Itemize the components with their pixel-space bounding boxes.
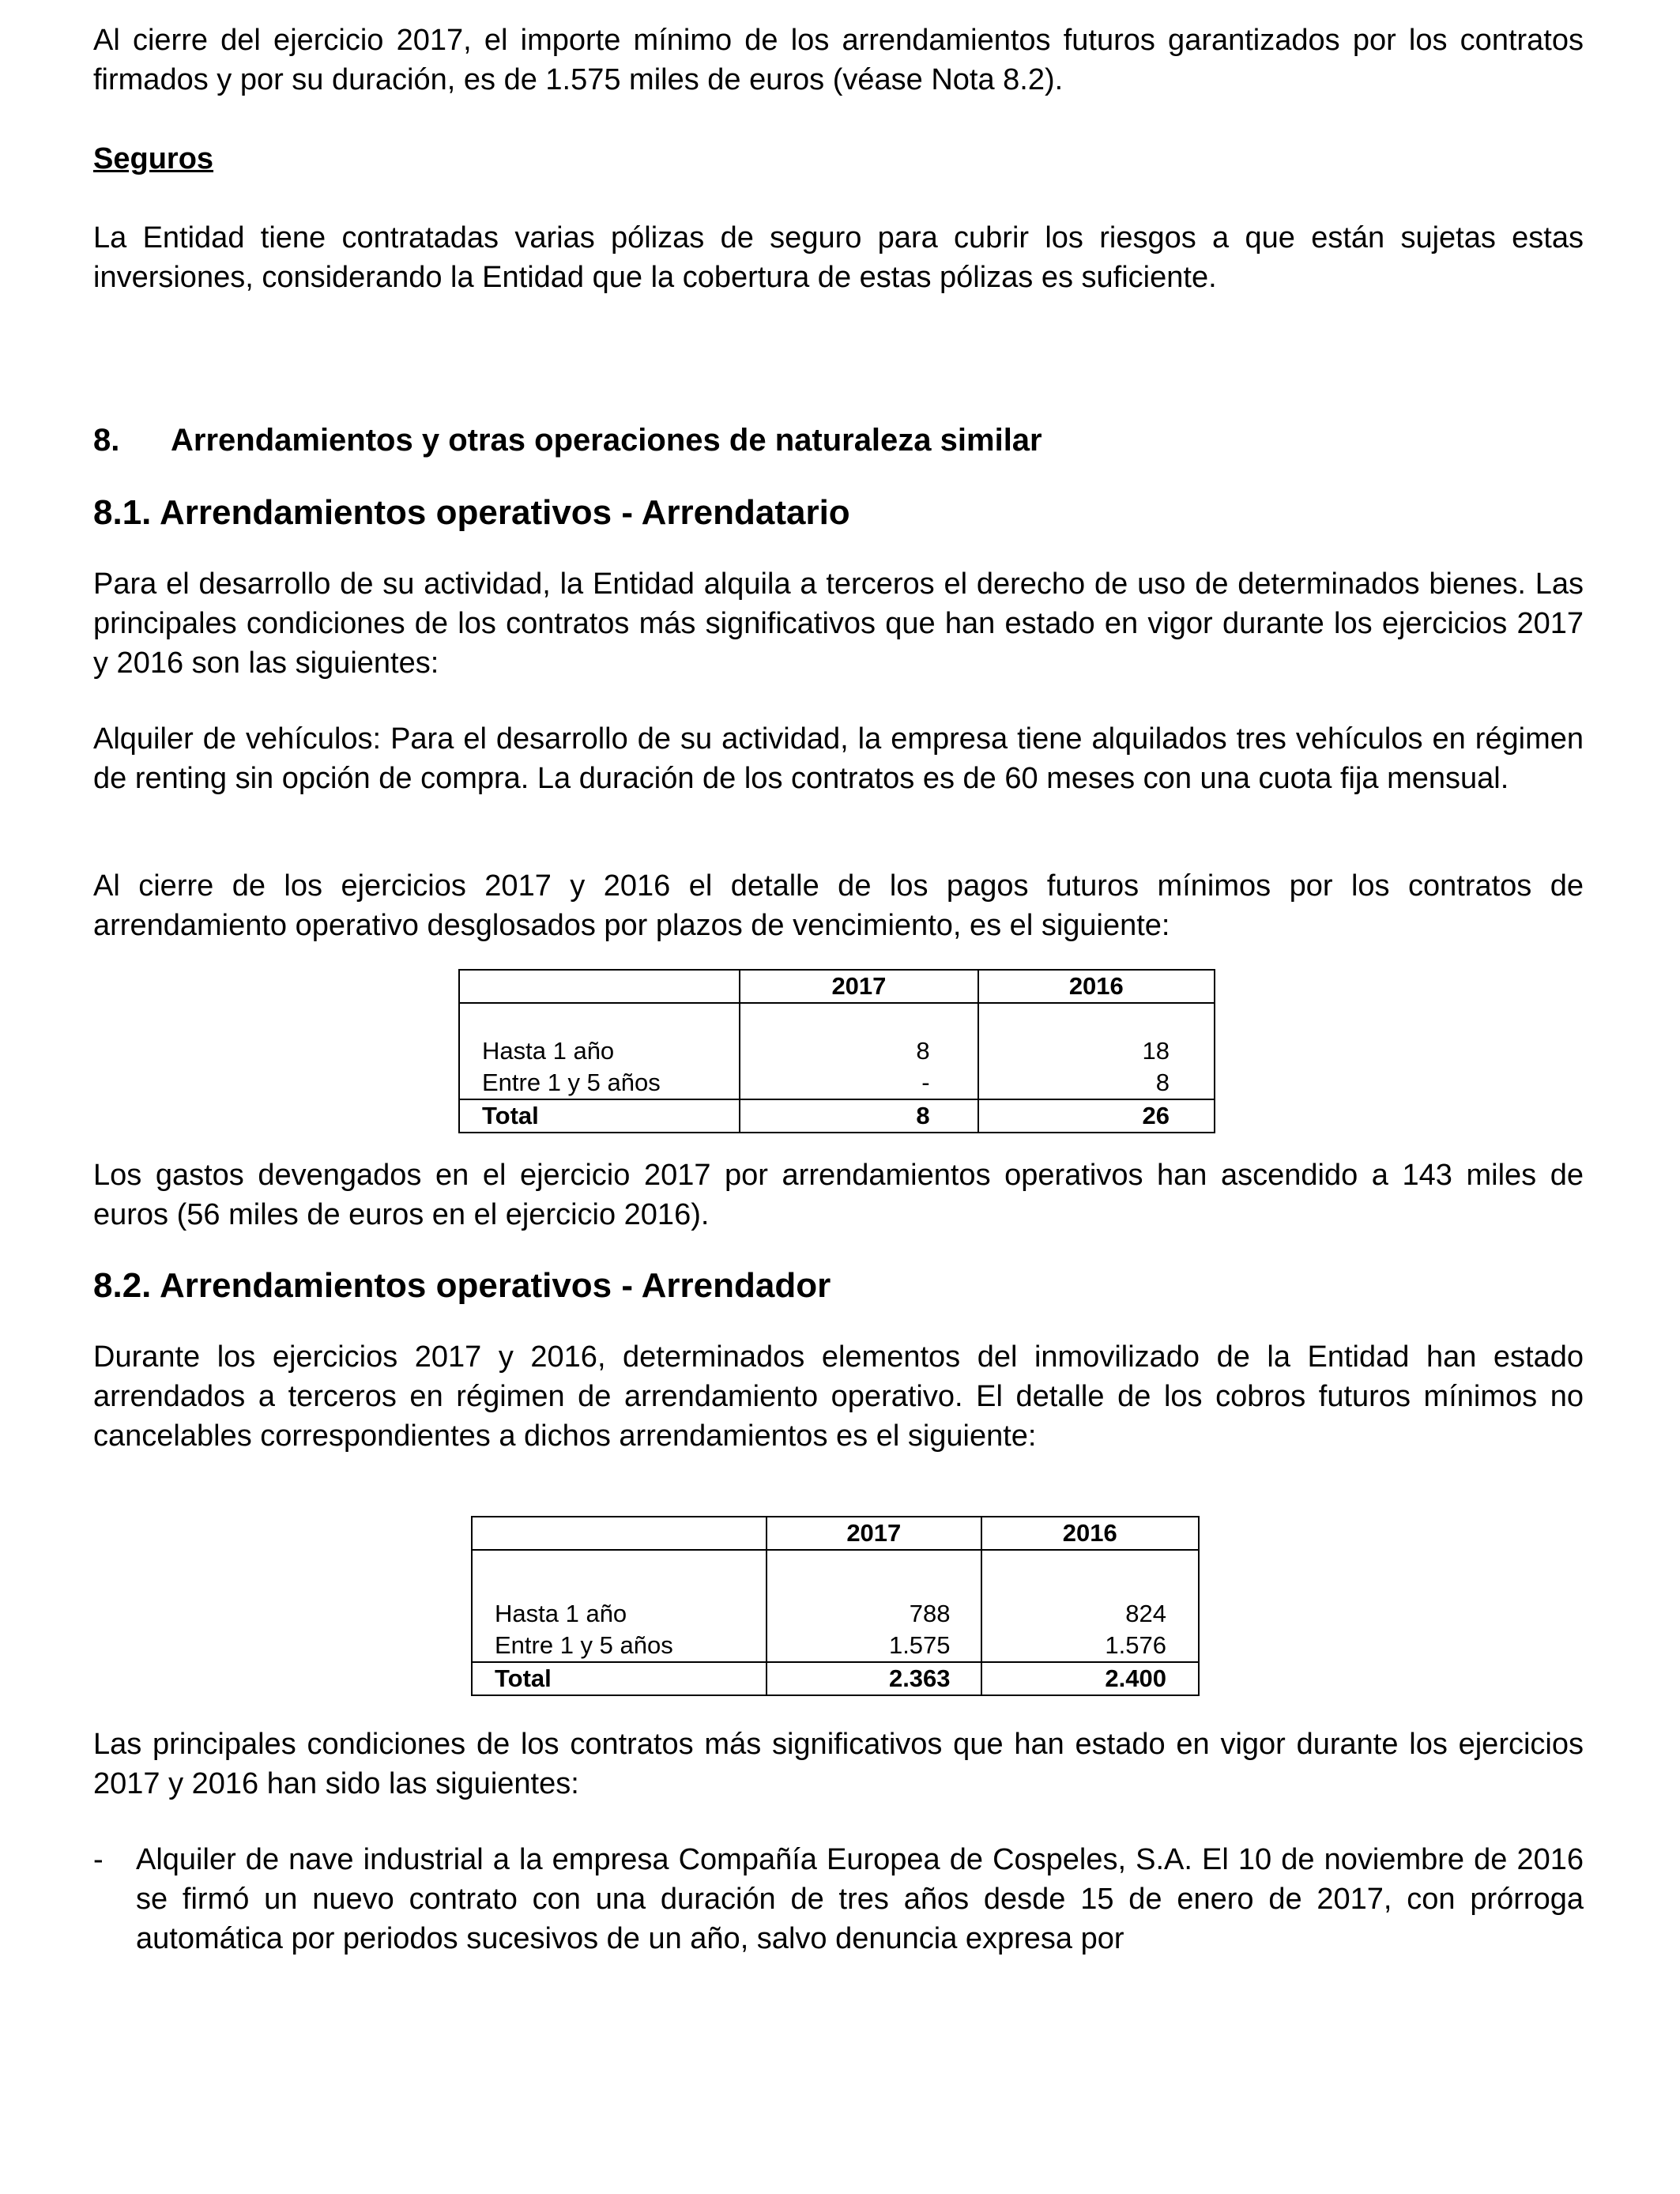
intro-paragraph: Al cierre del ejercicio 2017, el importe mínimo de los arrendamientos futuros garantizados por los contratos firmados y por su duración, es de 1.575 miles de euros (véase Nota 8.2).: [93, 24, 1584, 96]
cell-hasta-1-2017: 788: [909, 1600, 951, 1627]
bullet-1-text: Alquiler de nave industrial a la empresa Compañía Europea de Cospeles, S.A. El 10 de noviembre de 2016 se firmó un nuevo contrato con una duración de tres años desde 15 de enero de 2017, con prórroga automática por periodos sucesivos de un año, salvo denuncia expresa por: [136, 1843, 1584, 1955]
total-label: Total: [459, 1099, 740, 1133]
cell-entre-1-5-2017: -: [921, 1069, 930, 1096]
table-total-row: [472, 1662, 1199, 1695]
total-2016: 2.400: [981, 1662, 1199, 1695]
table-header-2017: 2017: [740, 970, 977, 1003]
section-8-1-paragraph-1: Para el desarrollo de su actividad, la Entidad alquila a terceros el derecho de uso de determinados bienes. Las principales condiciones de los contratos más significativos que han estado en vigor durante los ejercicios 2017 y 2016 son las siguientes:: [93, 567, 1584, 680]
total-label: Total: [472, 1662, 767, 1695]
cell-hasta-1-2016: 18: [1142, 1037, 1170, 1065]
table-header-2016: 2016: [981, 1517, 1199, 1550]
row-label-hasta-1: Hasta 1 año: [495, 1600, 627, 1627]
table-header-row: [459, 970, 1215, 1003]
total-2017: 2.363: [767, 1662, 981, 1695]
section-8-1-paragraph-3: Al cierre de los ejercicios 2017 y 2016 el detalle de los pagos futuros mínimos por los contratos de arrendamiento operativo desglosados por plazos de vencimiento, es el siguiente:: [93, 869, 1584, 942]
section-8-2-paragraph-1: Durante los ejercicios 2017 y 2016, determinados elementos del inmovilizado de la Entidad han estado arrendados a terceros en régimen de arrendamiento operativo. El detalle de los cobros futuros mínimos no cancelables correspondientes a dichos arrendamientos es el siguiente:: [93, 1340, 1584, 1453]
section-8-title: Arrendamientos y otras operaciones de naturaleza similar: [171, 423, 1042, 458]
seguros-heading: Seguros: [93, 142, 214, 175]
table-body-row: [472, 1550, 1199, 1662]
document-page: [93, 21, 1584, 1958]
section-8-number: 8.: [93, 423, 120, 458]
section-8-1-heading: 8.1. Arrendamientos operativos - Arrendatario: [93, 493, 850, 532]
list-item: [93, 1840, 1584, 1958]
table-header-empty: [459, 970, 740, 1003]
seguros-paragraph: La Entidad tiene contratadas varias pólizas de seguro para cubrir los riesgos a que están sujetas estas inversiones, considerando la Entidad que la cobertura de estas pólizas es suficiente.: [93, 221, 1584, 294]
total-2016: 26: [978, 1099, 1215, 1133]
section-8-1-paragraph-2: Alquiler de vehículos: Para el desarrollo de su actividad, la empresa tiene alquilados tres vehículos en régimen de renting sin opción de compra. La duración de los contratos es de 60 meses con una cuota fija mensual.: [93, 722, 1584, 795]
lessee-payments-table: [458, 969, 1215, 1133]
table-header-2016: 2016: [978, 970, 1215, 1003]
row-label-entre-1-5: Entre 1 y 5 años: [495, 1631, 673, 1659]
table-header-row: [472, 1517, 1199, 1550]
cell-entre-1-5-2017: 1.575: [888, 1631, 951, 1659]
table-body-row: [459, 1003, 1215, 1099]
section-8-1-paragraph-4: Los gastos devengados en el ejercicio 2017 por arrendamientos operativos han ascendido a 143 miles de euros (56 miles de euros en el ejercicio 2016).: [93, 1159, 1584, 1231]
section-8-2-paragraph-2: Las principales condiciones de los contratos más significativos que han estado en vigor durante los ejercicios 2017 y 2016 han sido las siguientes:: [93, 1728, 1584, 1800]
cell-entre-1-5-2016: 8: [1155, 1069, 1170, 1096]
table-header-2017: 2017: [767, 1517, 981, 1550]
cell-entre-1-5-2016: 1.576: [1105, 1631, 1166, 1659]
section-8-2-heading: 8.2. Arrendamientos operativos - Arrendador: [93, 1266, 831, 1305]
row-label-entre-1-5: Entre 1 y 5 años: [482, 1069, 661, 1096]
lessor-receipts-table: [471, 1516, 1200, 1696]
section-8-heading: [93, 419, 1584, 462]
table-total-row: [459, 1099, 1215, 1133]
cell-hasta-1-2017: 8: [916, 1037, 930, 1065]
cell-hasta-1-2016: 824: [1125, 1600, 1166, 1627]
table-header-empty: [472, 1517, 767, 1550]
bullet-marker: -: [93, 1843, 104, 1876]
row-label-hasta-1: Hasta 1 año: [482, 1037, 615, 1065]
total-2017: 8: [740, 1099, 977, 1133]
